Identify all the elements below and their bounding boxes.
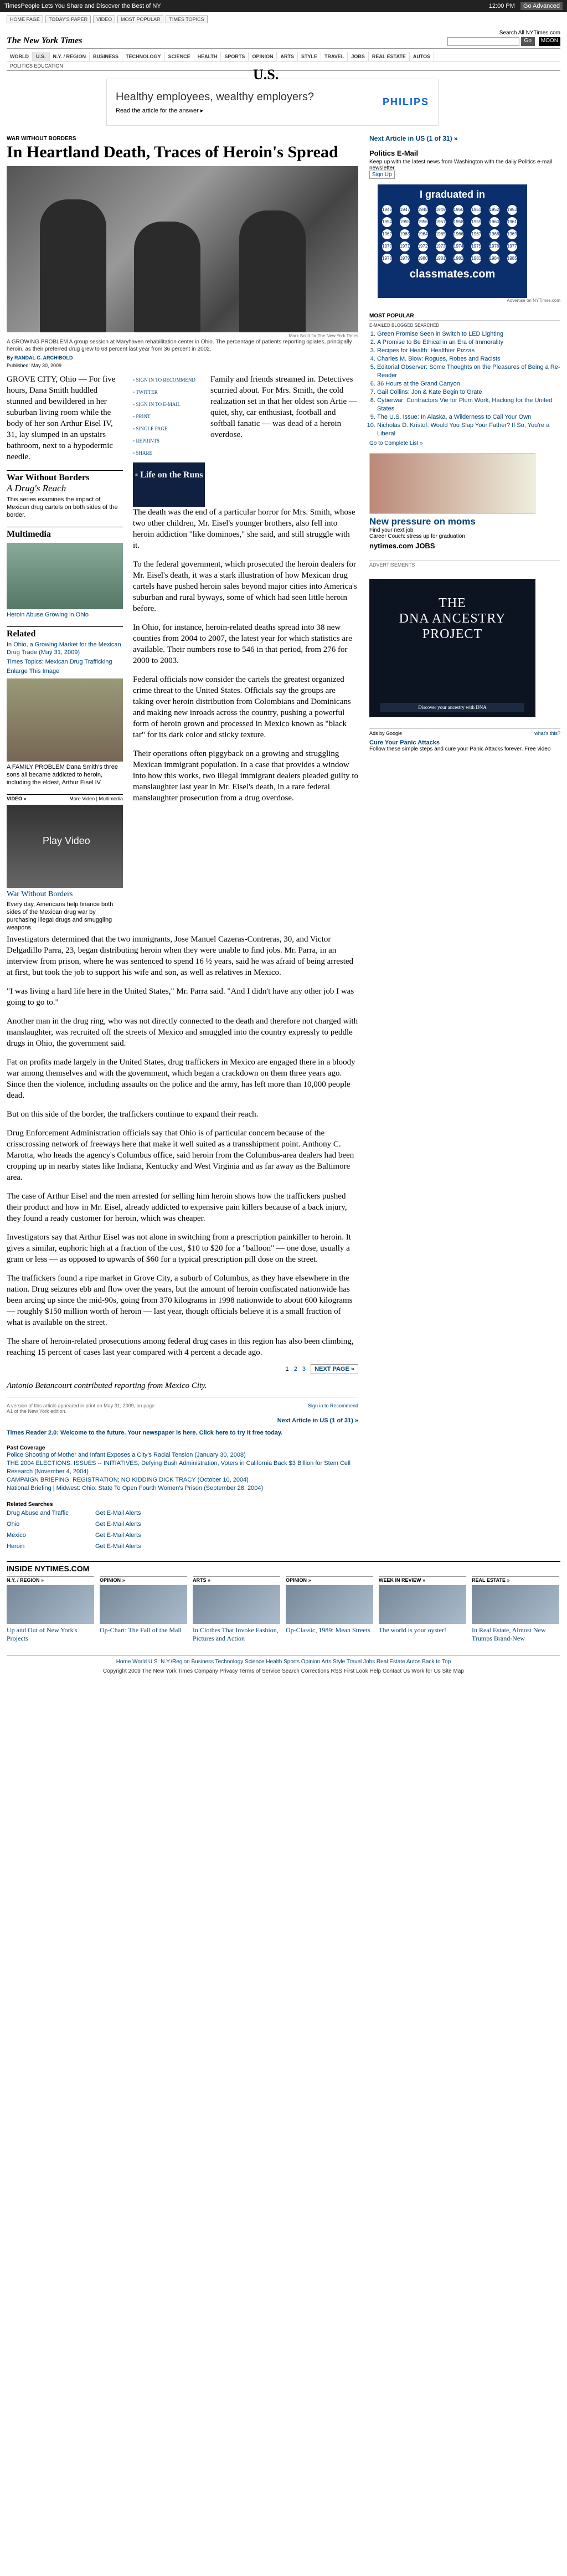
article-body bbox=[133, 374, 358, 932]
tool-reprints[interactable]: ▪ REPRINTS bbox=[133, 435, 205, 447]
next-page-button[interactable]: NEXT PAGE » bbox=[311, 1364, 358, 1374]
grad-years bbox=[382, 205, 523, 264]
tool-twitter[interactable]: ▪ TWITTER bbox=[133, 386, 205, 398]
most-popular-title: MOST POPULAR bbox=[369, 313, 560, 321]
grad-year[interactable]: 1971 bbox=[400, 241, 410, 251]
article-para-7: Their operations often piggyback on a growing and struggling Mexican immigrant population. In a case that provides a window into how this works, two illegal immigrant dealers pleaded guilty to manslaughter last year in Mr. Eisel's death, in a rare federal manslaughter prosecution from a drug overdose. bbox=[133, 749, 359, 803]
politics-email-desc: Keep up with the latest news from Washington with the daily Politics e-mail newsletter. bbox=[369, 159, 553, 171]
series-desc: This series examines the impact of Mexican drug cartels on both sides of the border. bbox=[7, 496, 118, 518]
article-para-6: Federal officials now consider the cartels the greatest organized crime threat to the United States. Officials say the groups are taking over heroin distribution from Colombians and Dominicans and making new inroads across the country, pushing a powerful form of heroin grown and processed in Mexico known as "black tar" for its dark color and sticky texture. bbox=[133, 675, 351, 739]
inside-card-label[interactable]: OPINION » bbox=[100, 1576, 187, 1583]
grad-year[interactable]: 1965 bbox=[436, 229, 446, 239]
inside-nytimes bbox=[7, 1561, 560, 1643]
related-searches bbox=[7, 1502, 358, 1550]
inside-card-title[interactable]: In Clothes That Invoke Fashion, Pictures and Action bbox=[193, 1626, 279, 1642]
past-coverage-title: Past Coverage bbox=[7, 1445, 45, 1451]
video-title[interactable]: War Without Borders bbox=[7, 890, 73, 898]
article-para-11: Fat on profits made largely in the United States, drug traffickers in Mexico are engaged there in a bloody war among themselves and with the government, which began a crackdown on them three years ago. Since then the violence, including assaults on the police and the army, has left more than 10,000 people dead. bbox=[7, 1058, 355, 1100]
series-title[interactable]: War Without Borders bbox=[7, 470, 123, 483]
util-video[interactable]: VIDEO bbox=[93, 16, 115, 23]
family-caption: A FAMILY PROBLEM Dana Smith's three sons all became addicted to heroin, including the eldest, Arthur Eisel IV. bbox=[7, 764, 118, 786]
advertisements-label: ADVERTISEMENTS bbox=[369, 560, 560, 568]
most-popular-item[interactable]: 9. The U.S. Issue: In Alaska, a Wilderness to Call Your Own bbox=[377, 413, 560, 421]
multimedia-heading: Multimedia bbox=[7, 527, 123, 539]
most-popular-item[interactable]: 5. Editorial Observer: Some Thoughts on the Pleasures of Being a Re-Reader bbox=[377, 363, 560, 380]
grad-year[interactable]: 1956 bbox=[418, 217, 428, 227]
article-para-5: In Ohio, for instance, heroin-related deaths spread into 38 new counties from 2004 to 2007, the latest year for which statistics are available. Their numbers rose to 546 in that period, from 276 for 2000 to 2003. bbox=[133, 623, 352, 665]
next-article-link[interactable]: Next Article in US (1 of 31) » bbox=[277, 1417, 358, 1424]
article-para-1: GROVE CITY, Ohio — For five hours, Dana Smith huddled stunned and bewildered in her suburban living room while the body of her son Arthur Eisel IV, 31, lay slumped in an upstairs bathroom, next to a hypodermic needle. bbox=[7, 375, 116, 461]
jobs-ad-image[interactable] bbox=[369, 453, 535, 514]
grad-year[interactable]: 1972 bbox=[418, 241, 428, 251]
article-para-9: "I was living a hard life here in the United States," Mr. Parra said. "And I didn't have any other job I was going to go to." bbox=[7, 987, 354, 1007]
jobs-ad-title[interactable]: New pressure on moms bbox=[369, 516, 476, 527]
nav-health[interactable]: HEALTH bbox=[194, 52, 221, 61]
google-ad-link[interactable]: Cure Your Panic Attacks bbox=[369, 739, 440, 746]
grad-year[interactable]: 1975 bbox=[471, 241, 481, 251]
nav-jobs[interactable]: JOBS bbox=[348, 52, 369, 61]
lead-photo[interactable] bbox=[7, 166, 358, 332]
util-todays-paper[interactable]: TODAY'S PAPER bbox=[45, 16, 91, 23]
nav-business[interactable]: BUSINESS bbox=[90, 52, 122, 61]
related-search-1[interactable]: Drug Abuse and Traffic bbox=[7, 1510, 69, 1516]
nav-autos[interactable]: AUTOS bbox=[410, 52, 434, 61]
tool-recommend[interactable]: ▪ SIGN IN TO RECOMMEND bbox=[133, 374, 205, 386]
video-player[interactable] bbox=[7, 805, 123, 888]
inside-card[interactable] bbox=[379, 1576, 466, 1643]
page bbox=[7, 16, 560, 1674]
article-para-14: The case of Arthur Eisel and the men arrested for selling him heroin shows how the traffickers pushed their product and how in Mr. Eisel, already addicted to expensive pain killers because of a back injury, they found a ready customer for heroin, which was cheaper. bbox=[7, 1192, 347, 1223]
video-more-links[interactable]: More Video | Multimedia bbox=[69, 796, 123, 801]
classmates-brand: classmates.com bbox=[409, 268, 496, 280]
inside-card[interactable] bbox=[286, 1576, 373, 1643]
grad-year[interactable]: 1959 bbox=[471, 217, 481, 227]
classmates-ad[interactable] bbox=[378, 184, 527, 298]
photo-credit: Mark Scott for The New York Times bbox=[288, 333, 358, 338]
past-coverage-item[interactable]: THE 2004 ELECTIONS: ISSUES -- INITIATIVES; Defying Bush Administration, Voters in California Back $3 Billion for Stem Cell Research (November 4, 2004) bbox=[7, 1460, 350, 1475]
byline[interactable]: By RANDAL C. ARCHIBOLD bbox=[7, 355, 73, 361]
search-button[interactable]: Go bbox=[521, 37, 535, 46]
inside-card-image[interactable] bbox=[100, 1585, 187, 1624]
section-title: U.S. bbox=[253, 66, 279, 83]
article-para-12: But on this side of the border, the traffickers continue to expand their reach. bbox=[7, 1110, 259, 1119]
inside-card-image[interactable] bbox=[379, 1585, 466, 1624]
inside-card-title[interactable]: In Real Estate, Almost New Trumps Brand-New bbox=[472, 1626, 546, 1642]
grad-year[interactable]: 1957 bbox=[436, 217, 446, 227]
most-popular bbox=[369, 313, 560, 446]
most-popular-item[interactable]: 1. Green Promise Seen in Switch to LED Lighting bbox=[377, 330, 560, 338]
inside-card-label[interactable]: WEEK IN REVIEW » bbox=[379, 1576, 466, 1583]
footer-copyright[interactable]: Copyright 2009 The New York Times Company Privacy Terms of Service Search Corrections RSS First Look Help Contact Us Work for Us Site Map bbox=[103, 1668, 464, 1674]
nav-real-estate[interactable]: REAL ESTATE bbox=[369, 52, 410, 61]
grad-year[interactable]: 1981 bbox=[436, 254, 446, 264]
past-coverage bbox=[7, 1445, 358, 1493]
grad-year[interactable]: 1968 bbox=[489, 229, 499, 239]
article-kicker[interactable]: WAR WITHOUT BORDERS bbox=[7, 136, 76, 142]
jobs-ad-brand: nytimes.com JOBS bbox=[369, 542, 435, 550]
contributor-note: Antonio Betancourt contributed reporting from Mexico City. bbox=[7, 1381, 207, 1390]
nav-technology[interactable]: TECHNOLOGY bbox=[122, 52, 165, 61]
related-link-2[interactable]: Times Topics: Mexican Drug Trafficking bbox=[7, 659, 112, 665]
moon-ad[interactable]: MOON bbox=[539, 37, 560, 46]
grad-year[interactable]: 1951 bbox=[471, 205, 481, 215]
article-para-3: The death was the end of a particular horror for Mrs. Smith, whose two other children, Mr. Eisel's younger brothers, also fell into heroin addiction "like dominoes," she said, and still struggle with it. bbox=[133, 508, 355, 550]
grad-year[interactable]: 1970 bbox=[382, 241, 392, 251]
util-nav bbox=[7, 16, 560, 23]
search-label: Search All NYTimes.com bbox=[499, 30, 560, 36]
most-popular-item[interactable]: 4. Charles M. Blow: Rogues, Robes and Racists bbox=[377, 355, 560, 363]
photo-figure-3 bbox=[239, 210, 306, 332]
email-alert-link[interactable]: Get E-Mail Alerts bbox=[95, 1510, 141, 1516]
ad-title: Healthy employees, wealthy employers? bbox=[116, 90, 314, 103]
grad-year[interactable]: 1952 bbox=[489, 205, 499, 215]
most-popular-item[interactable]: 10. Nicholas D. Kristof: Would You Slap Your Father? If So, You're a Liberal bbox=[377, 421, 560, 438]
related-search-3[interactable]: Mexico bbox=[7, 1532, 26, 1539]
article-body-row bbox=[7, 374, 358, 932]
grad-year[interactable]: 1948 bbox=[418, 205, 428, 215]
nyt-logo[interactable]: The New York Times bbox=[7, 36, 83, 45]
advertise-link[interactable]: Advertise on NYTimes.com bbox=[507, 298, 560, 303]
inline-sidebar bbox=[7, 374, 123, 932]
nav-travel[interactable]: TRAVEL bbox=[321, 52, 348, 61]
grad-year[interactable]: 1953 bbox=[507, 205, 517, 215]
article-body-full bbox=[7, 934, 358, 1358]
email-alert-link[interactable]: Get E-Mail Alerts bbox=[95, 1521, 141, 1528]
article-column bbox=[7, 133, 358, 1550]
clock: 12:00 PM bbox=[488, 3, 515, 9]
tools-ad[interactable]: ▪ Life on the Runs bbox=[133, 462, 205, 507]
email-alert-link[interactable]: Get E-Mail Alerts bbox=[95, 1543, 141, 1550]
article-para-2: Family and friends streamed in. Detectives scurried about. For Mrs. Smith, the cold realization set in that her oldest son Artie — quiet, shy, car enthusiast, football and softball fanatic — was dead of a heroin overdose. bbox=[210, 375, 357, 439]
jobs-ad-line-2[interactable]: Career Couch: stress up for graduation bbox=[369, 533, 465, 539]
grad-year[interactable]: 1946 bbox=[382, 205, 392, 215]
grad-year[interactable]: 1974 bbox=[453, 241, 463, 251]
email-alert-link[interactable]: Get E-Mail Alerts bbox=[95, 1532, 141, 1539]
inside-card[interactable] bbox=[7, 1576, 94, 1643]
top-banner-ad[interactable] bbox=[106, 79, 439, 126]
nav-world[interactable]: WORLD bbox=[7, 52, 33, 61]
page-1: 1 bbox=[285, 1366, 289, 1372]
inside-card-image[interactable] bbox=[193, 1585, 280, 1624]
tool-single-page[interactable]: ▪ SINGLE PAGE bbox=[133, 423, 205, 435]
inside-card-title[interactable]: The world is your oyster! bbox=[379, 1626, 446, 1634]
dna-line-1: THE bbox=[439, 596, 466, 610]
tool-email[interactable]: ▪ SIGN IN TO E-MAIL bbox=[133, 398, 205, 410]
timespeople-promo[interactable]: TimesPeople Lets You Share and Discover the Best of NY bbox=[4, 3, 161, 9]
nav-sports[interactable]: SPORTS bbox=[221, 52, 249, 61]
search-area bbox=[447, 30, 560, 46]
dna-ancestry-ad[interactable] bbox=[369, 579, 535, 717]
nav-style[interactable]: STYLE bbox=[298, 52, 321, 61]
ads-whats-this[interactable]: what's this? bbox=[534, 731, 560, 736]
grad-year[interactable]: 1982 bbox=[453, 254, 463, 264]
politics-signup-button[interactable]: Sign Up bbox=[369, 171, 395, 179]
inside-card[interactable] bbox=[193, 1576, 280, 1643]
grad-year[interactable]: 1963 bbox=[400, 229, 410, 239]
most-popular-item[interactable]: 8. Cyberwar: Contractors Vie for Plum Work, Hacking for the United States bbox=[377, 397, 560, 413]
grad-year[interactable]: 1977 bbox=[507, 241, 517, 251]
print-version-note: A version of this article appeared in print on May 31, 2009, on page A1 of the New York edition. bbox=[7, 1403, 155, 1414]
most-popular-item[interactable]: 2. A Promise to Be Ethical in an Era of Immorality bbox=[377, 338, 560, 347]
util-home[interactable]: HOME PAGE bbox=[7, 16, 43, 23]
inside-card-title[interactable]: Op-Chart: The Fall of the Mall bbox=[100, 1626, 182, 1634]
grad-year[interactable]: 1967 bbox=[471, 229, 481, 239]
related-link-1[interactable]: In Ohio, a Growing Market for the Mexican Drug Trade (May 31, 2009) bbox=[7, 641, 121, 656]
grad-year[interactable]: 1978 bbox=[382, 254, 392, 264]
enlarge-image-link[interactable]: Enlarge This Image bbox=[7, 668, 60, 675]
related-search-4[interactable]: Heroin bbox=[7, 1543, 25, 1550]
footer-links[interactable]: Home World U.S. N.Y./Region Business Technology Science Health Sports Opinion Arts Style Travel Jobs Real Estate Autos Back to Top bbox=[116, 1659, 451, 1665]
inside-card-label[interactable]: REAL ESTATE » bbox=[472, 1576, 559, 1583]
photo-figure-2 bbox=[134, 222, 200, 332]
family-photo[interactable] bbox=[7, 678, 123, 762]
grad-year[interactable]: 1984 bbox=[489, 254, 499, 264]
footer bbox=[7, 1655, 560, 1674]
page-2[interactable]: 2 bbox=[293, 1366, 297, 1372]
grad-year[interactable]: 1964 bbox=[418, 229, 428, 239]
article-para-10: Another man in the drug ring, who was not directly connected to the death and therefore not charged with manslaughter, was recruited off the streets of Mexico and smuggled into the country expressly to peddle drugs in Ohio, the government said. bbox=[7, 1017, 358, 1048]
article-para-13: Drug Enforcement Administration officials say that Ohio is of particular concern because of the crisscrossing network of freeways here that make it well suited as a transshipment point. Anthony C. Marotta, who heads the agency's Columbus office, said heroin from the Columbus-area dealers had been cropping up in nearby states like Indiana, Kentucky and West Virginia and as far away as the Baltimore area. bbox=[7, 1129, 354, 1182]
grad-year[interactable]: 1973 bbox=[436, 241, 446, 251]
top-promo-bar bbox=[0, 0, 567, 12]
inside-card-image[interactable] bbox=[286, 1585, 373, 1624]
nav-opinion[interactable]: OPINION bbox=[249, 52, 277, 61]
nav-us[interactable]: U.S. bbox=[33, 52, 50, 61]
main-nav bbox=[7, 52, 560, 61]
grad-title: I graduated in bbox=[419, 189, 485, 200]
dna-line-3: PROJECT bbox=[422, 627, 483, 641]
inside-card-label[interactable]: OPINION » bbox=[286, 1576, 373, 1583]
grad-year[interactable]: 1980 bbox=[418, 254, 428, 264]
grad-year[interactable]: 1949 bbox=[436, 205, 446, 215]
multimedia-thumb[interactable] bbox=[7, 543, 123, 609]
article-para-4: To the federal government, which prosecuted the heroin dealers for Mr. Eisel's death, it was a stark illustration of how Mexican drug cartels have pushed heroin sales beyond major cities into America's suburban and rural byways, some of which had seen little heroin before. bbox=[133, 560, 357, 613]
grad-year[interactable]: 1954 bbox=[382, 217, 392, 227]
sign-in-recommend[interactable]: Sign in to Recommend bbox=[307, 1403, 358, 1408]
page-3[interactable]: 3 bbox=[302, 1366, 306, 1372]
grad-year[interactable]: 1979 bbox=[400, 254, 410, 264]
past-coverage-item[interactable]: Police Shooting of Mother and Infant Exposes a City's Racial Tension (January 30, 2008) bbox=[7, 1452, 246, 1458]
grad-year[interactable]: 1962 bbox=[382, 229, 392, 239]
dna-line-2: DNA ANCESTRY bbox=[399, 611, 506, 626]
inside-card-title[interactable]: Op-Classic, 1989: Mean Streets bbox=[286, 1626, 370, 1634]
article-para-17: The share of heroin-related prosecutions among federal drug cases in this region has also been climbing, reaching 15 percent of cases last year compared with 4 percent a decade ago. bbox=[7, 1337, 354, 1357]
published-date: Published: May 30, 2009 bbox=[7, 363, 62, 368]
inside-card-label[interactable]: ARTS » bbox=[193, 1576, 280, 1583]
multimedia-caption[interactable]: Heroin Abuse Growing in Ohio bbox=[7, 611, 89, 618]
ads-by-google: Ads by Google bbox=[369, 731, 403, 736]
video-section-link[interactable]: VIDEO » bbox=[7, 796, 27, 801]
series-subtitle[interactable]: A Drug's Reach bbox=[7, 483, 66, 493]
sub-nav[interactable]: POLITICS EDUCATION bbox=[7, 61, 560, 71]
grad-year[interactable]: 1958 bbox=[453, 217, 463, 227]
most-popular-item[interactable]: 6. 36 Hours at the Grand Canyon bbox=[377, 380, 560, 388]
ad-brand: PHILIPS bbox=[382, 96, 429, 107]
grad-year[interactable]: 1947 bbox=[400, 205, 410, 215]
main-columns bbox=[7, 133, 560, 1550]
article-tools bbox=[133, 374, 205, 507]
inside-card[interactable] bbox=[100, 1576, 187, 1643]
article-para-16: The traffickers found a ripe market in Grove City, a suburb of Columbus, as they have elsewhere in the nation. Drug seizures ebb and flow over the years, but the amount of heroin confiscated nationwide has been arcing up since the mid-90s, going from 370 kilograms in 1998 nationwide to about 600 kilograms — roughly $150 million worth of heroin — last year, though officials believe it is a small fraction of what is available on the street. bbox=[7, 1274, 353, 1327]
related-searches-title: Related Searches bbox=[7, 1502, 53, 1508]
grad-year[interactable]: 1985 bbox=[507, 254, 517, 264]
util-times-topics[interactable]: TIMES TOPICS bbox=[166, 16, 207, 23]
nav-arts[interactable]: ARTS bbox=[277, 52, 298, 61]
inside-card-label[interactable]: N.Y. / REGION » bbox=[7, 1576, 94, 1583]
video-desc: Every day, Americans help finance both sides of the Mexican drug war by purchasing illegal drugs and smuggling weapons. bbox=[7, 901, 114, 931]
google-ad-desc: Follow these simple steps and cure your Panic Attacks forever. Free video bbox=[369, 746, 551, 752]
inside-card-image[interactable] bbox=[472, 1585, 559, 1624]
util-most-popular[interactable]: MOST POPULAR bbox=[117, 16, 163, 23]
grad-year[interactable]: 1969 bbox=[507, 229, 517, 239]
tool-share[interactable]: ▪ SHARE bbox=[133, 447, 205, 459]
most-popular-more[interactable]: Go to Complete List » bbox=[369, 440, 423, 446]
nav-science[interactable]: SCIENCE bbox=[165, 52, 194, 61]
grad-year[interactable]: 1950 bbox=[453, 205, 463, 215]
grad-year[interactable]: 1961 bbox=[507, 217, 517, 227]
tool-print[interactable]: ▪ PRINT bbox=[133, 410, 205, 423]
inside-card-image[interactable] bbox=[7, 1585, 94, 1624]
go-advanced-button[interactable]: Go Advanced bbox=[520, 2, 563, 10]
article-para-15: Investigators say that Arthur Eisel was not alone in switching from a prescription painkiller to heroin. It gives a similar, euphoric high at a fraction of the cost, $10 to $20 for a "balloon" — one dose, usually a gram or less — as opposed to upwards of $60 for a typical prescription pill dose on the street. bbox=[7, 1233, 351, 1264]
politics-email-title: Politics E-Mail bbox=[369, 149, 419, 157]
most-popular-tabs[interactable]: E-MAILED BLOGGED SEARCHED bbox=[369, 323, 440, 328]
grad-year[interactable]: 1976 bbox=[489, 241, 499, 251]
dna-bar: Discover your ancestry with DNA bbox=[380, 703, 524, 712]
masthead bbox=[7, 30, 560, 49]
right-next-article[interactable]: Next Article in US (1 of 31) » bbox=[369, 135, 458, 142]
nav-ny-region[interactable]: N.Y. / REGION bbox=[50, 52, 90, 61]
photo-caption: A GROWING PROBLEM A group session at Maryhaven rehabilitation center in Ohio. The percentage of patients reporting opiates, principally heroin, as their preferred drug grew to 68 percent last year from 36 percent in 2002. bbox=[7, 339, 352, 352]
right-column bbox=[369, 133, 560, 1550]
most-popular-item[interactable]: 7. Gail Collins: Jon & Kate Begin to Grate bbox=[377, 388, 560, 397]
past-coverage-item[interactable]: CAMPAIGN BRIEFING: REGISTRATION; NO KIDDING DICK TRACY (October 10, 2004) bbox=[7, 1477, 249, 1483]
past-coverage-item[interactable]: National Briefing | Midwest: Ohio: State To Open Fourth Women's Prison (September 28, 2004) bbox=[7, 1485, 264, 1492]
most-popular-item[interactable]: 3. Recipes for Health: Healthier Pizzas bbox=[377, 347, 560, 355]
times-reader-promo[interactable]: Times Reader 2.0: Welcome to the future. Your newspaper is here. Click here to try it free today. bbox=[7, 1430, 283, 1436]
inside-title: INSIDE NYTIMES.COM bbox=[7, 1564, 90, 1573]
grad-year[interactable]: 1955 bbox=[400, 217, 410, 227]
article-headline: In Heartland Death, Traces of Heroin's Spread bbox=[7, 143, 338, 161]
play-video-button[interactable]: Play Video bbox=[43, 835, 90, 846]
inside-card-title[interactable]: Up and Out of New York's Projects bbox=[7, 1626, 78, 1642]
photo-figure-1 bbox=[40, 199, 106, 332]
search-input[interactable] bbox=[447, 37, 519, 46]
jobs-ad-line-1[interactable]: Find your next job bbox=[369, 527, 414, 533]
pagination bbox=[7, 1366, 358, 1372]
related-search-2[interactable]: Ohio bbox=[7, 1521, 20, 1528]
grad-year[interactable]: 1966 bbox=[453, 229, 463, 239]
article-para-8: Investigators determined that the two immigrants, Jose Manuel Cazeras-Contreras, 30, and Victor Delgadillo Parra, 23, began distributing heroin when they were unable to find jobs. Mr. Parra, in an interview from prison, where he was sentenced to spend 16 ½ years, said he was afraid of being arrested at first, but took the job to support his wife and son, as well as relatives in Mexico. bbox=[7, 935, 354, 977]
grad-year[interactable]: 1983 bbox=[471, 254, 481, 264]
related-heading: Related bbox=[7, 626, 123, 639]
grad-year[interactable]: 1960 bbox=[489, 217, 499, 227]
ad-sub[interactable]: Read the article for the answer ▸ bbox=[116, 107, 204, 114]
inside-card[interactable] bbox=[472, 1576, 559, 1643]
video-label bbox=[7, 794, 123, 801]
